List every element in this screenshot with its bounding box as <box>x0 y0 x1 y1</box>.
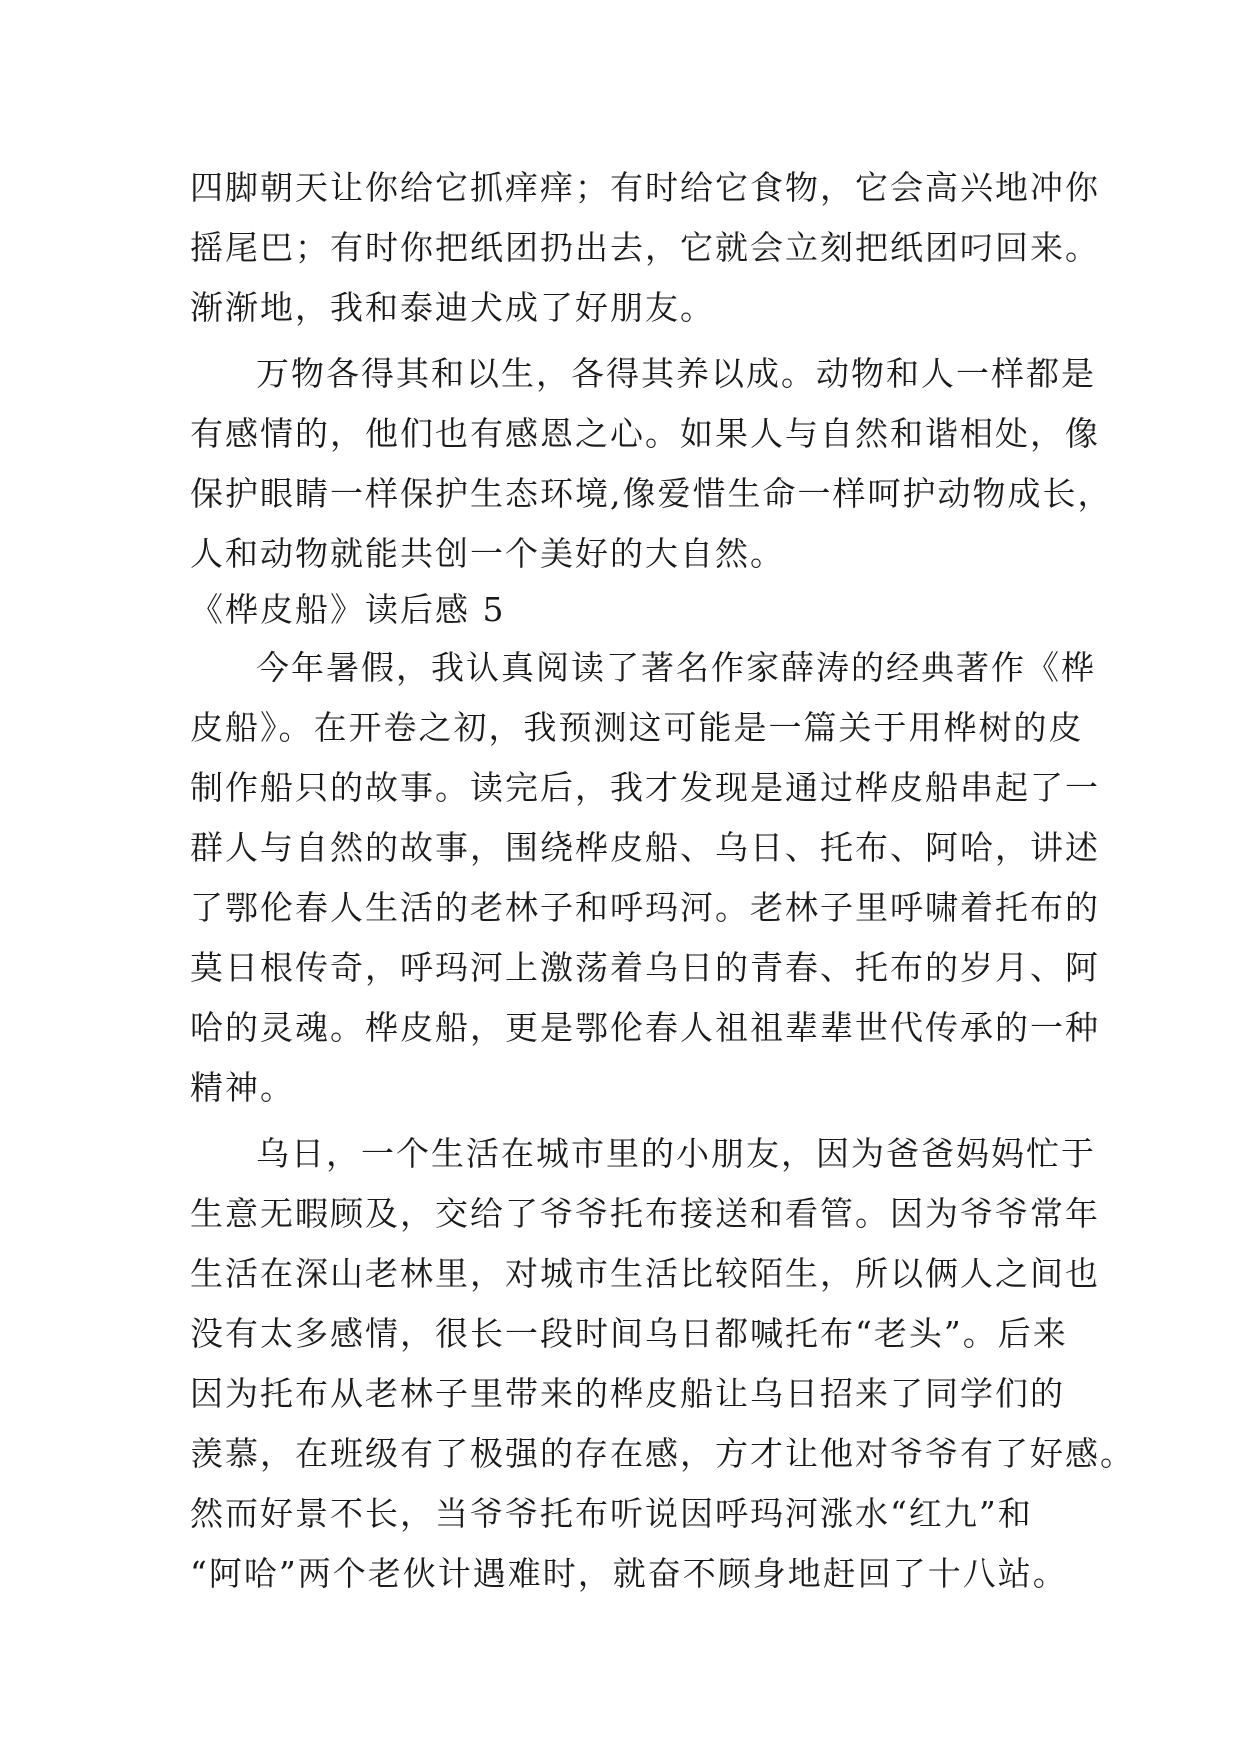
text-line: “阿哈”两个老伙计遇难时，就奋不顾身地赶回了十八站。 <box>190 1554 1068 1593</box>
section-paragraph-1 <box>190 638 1100 1118</box>
text-line: 没有太多感情，很长一段时间乌日都喊托布“老头”。后来 <box>190 1314 1068 1353</box>
text-line: 人和动物就能共创一个美好的大自然。 <box>190 534 785 573</box>
text-line: 四脚朝天让你给它抓痒痒；有时给它食物，它会高兴地冲你 <box>190 168 1100 207</box>
text-line: 乌日，一个生活在城市里的小朋友，因为爸爸妈妈忙于 <box>256 1134 1096 1173</box>
text-line: 哈的灵魂。桦皮船，更是鄂伦春人祖祖辈辈世代传承的一种 <box>190 1008 1100 1047</box>
text-line: 羡慕，在班级有了极强的存在感，方才让他对爷爷有了好感。 <box>190 1434 1135 1473</box>
text-line: 生活在深山老林里，对城市生活比较陌生，所以俩人之间也 <box>190 1254 1100 1293</box>
text-line: 皮船》。在开卷之初，我预测这可能是一篇关于用桦树的皮 <box>190 708 1084 747</box>
text-line: 群人与自然的故事，围绕桦皮船、乌日、托布、阿哈，讲述 <box>190 828 1100 867</box>
paragraph-1 <box>190 158 1100 338</box>
text-line: 保护眼睛一样保护生态环境,像爱惜生命一样呵护动物成长， <box>190 474 1113 513</box>
text-line: 了鄂伦春人生活的老林子和呼玛河。老林子里呼啸着托布的 <box>190 888 1100 927</box>
section-title: 《桦皮船》读后感 5 <box>190 590 506 629</box>
text-line: 今年暑假，我认真阅读了著名作家薛涛的经典著作《桦 <box>256 648 1096 687</box>
paragraph-2 <box>190 344 1113 584</box>
text-line: 摇尾巴；有时你把纸团扔出去，它就会立刻把纸团叼回来。 <box>190 228 1100 267</box>
text-line: 制作船只的故事。读完后，我才发现是通过桦皮船串起了一 <box>190 768 1100 807</box>
text-line: 莫日根传奇，呼玛河上激荡着乌日的青春、托布的岁月、阿 <box>190 948 1100 987</box>
text-line: 万物各得其和以生，各得其养以成。动物和人一样都是 <box>256 354 1096 393</box>
text-line: 精神。 <box>190 1068 295 1107</box>
text-line: 生意无暇顾及，交给了爷爷托布接送和看管。因为爷爷常年 <box>190 1194 1100 1233</box>
text-line: 渐渐地，我和泰迪犬成了好朋友。 <box>190 288 715 327</box>
document-body <box>190 158 1135 1604</box>
text-line: 然而好景不长，当爷爷托布听说因呼玛河涨水“红九”和 <box>190 1494 1033 1533</box>
section-paragraph-2 <box>190 1124 1135 1604</box>
text-line: 有感情的，他们也有感恩之心。如果人与自然和谐相处，像 <box>190 414 1100 453</box>
text-line: 因为托布从老林子里带来的桦皮船让乌日招来了同学们的 <box>190 1374 1065 1413</box>
